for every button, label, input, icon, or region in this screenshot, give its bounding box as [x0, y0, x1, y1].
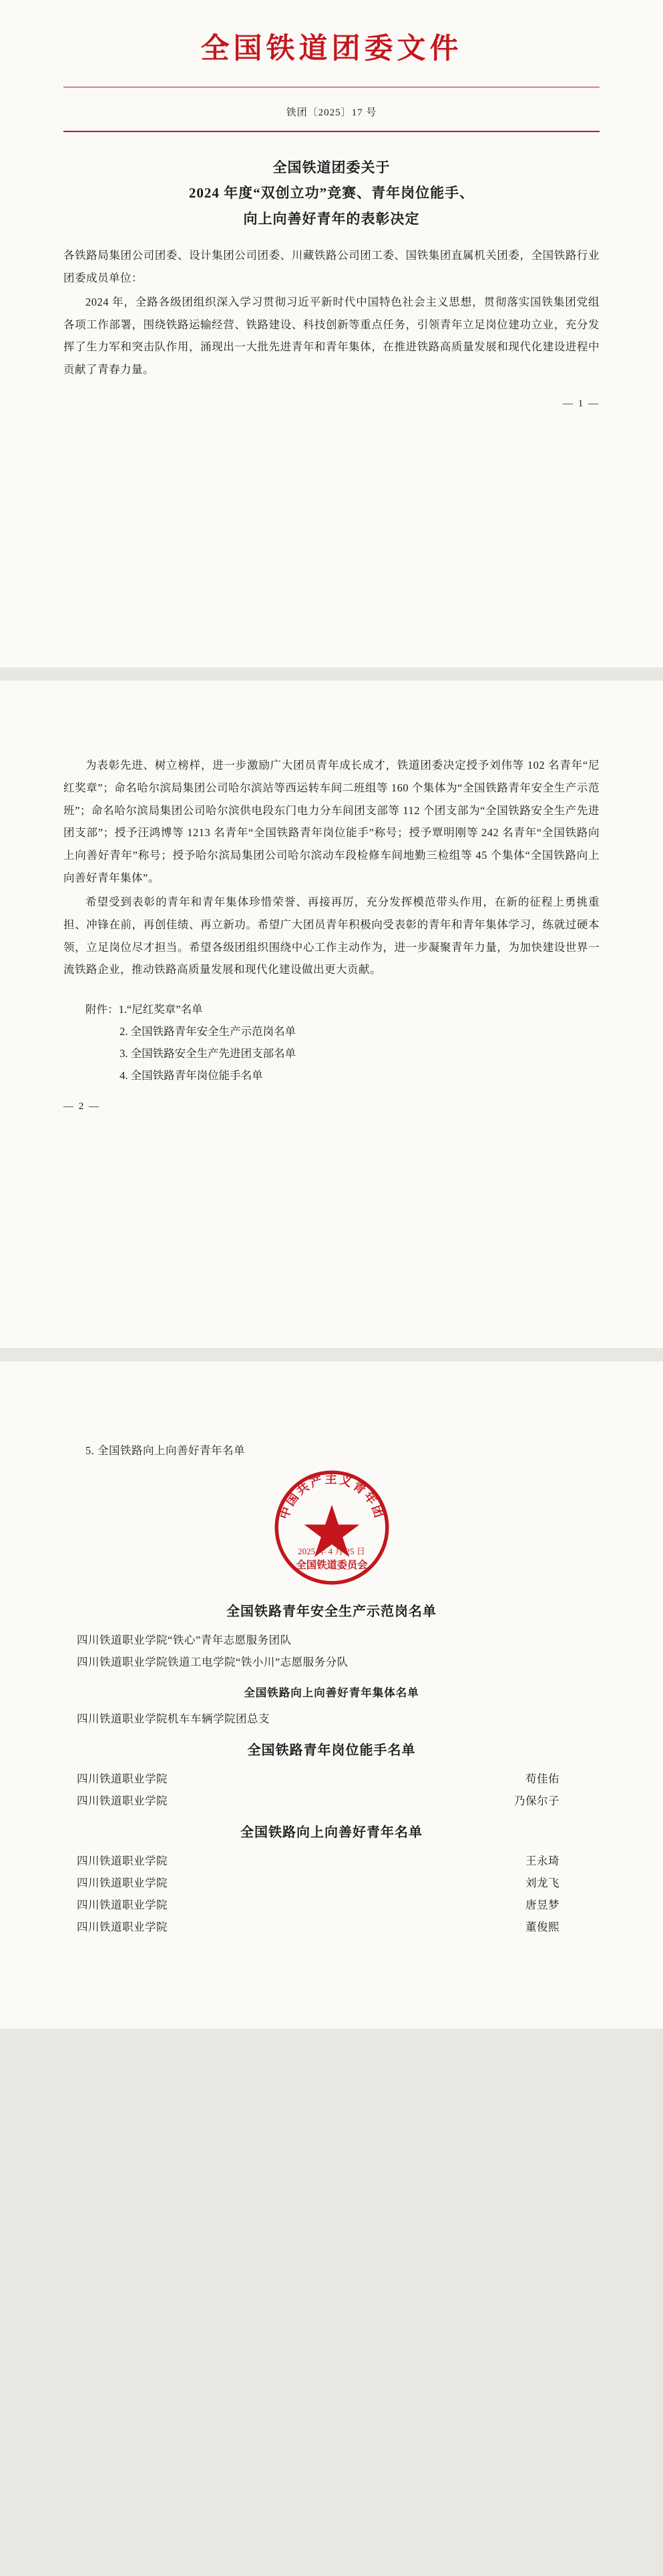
table-row — [63, 1872, 600, 1894]
seal-area — [63, 1464, 600, 1591]
masthead — [63, 0, 600, 87]
list-item-unit: 四川铁道职业学院 — [77, 1795, 168, 1807]
list-item — [63, 1708, 600, 1730]
list-item-name: 董俊熙 — [525, 1921, 560, 1933]
masthead-title: 全国铁道团委文件 — [200, 33, 463, 65]
svg-text:中国共产主义青年团: 中国共产主义青年团 — [276, 1472, 387, 1521]
section-heading-post-expert: 全国铁路青年岗位能手名单 — [247, 1743, 416, 1758]
list-item-unit: 四川铁道职业学院“铁心”青年志愿服务团队 — [77, 1634, 292, 1646]
section-heading-good-youth: 全国铁路向上向善好青年名单 — [240, 1825, 423, 1840]
document-page-2 — [0, 681, 663, 1348]
document-page-3 — [0, 1361, 663, 2029]
red-divider — [63, 131, 600, 132]
paragraph-awards: 为表彰先进、树立榜样，进一步激励广大团员青年成长成才，铁道团委决定授予刘伟等 102 名青年“尼红奖章”；命名哈尔滨局集团公司哈尔滨站等西运转车间二班组等 160 个集体为“全国铁路青年安全生产示范班”；命名哈尔滨局集团公司哈尔滨供电段东门电力分车间团支部等 112 个团支部为“全国铁路安全生产先进团支部”；授予汪鸿博等 1213 名青年“全国铁路青年岗位能手”称号；授予覃明刚等 242 名青年“全国铁路向上向善好青年”称号；授予哈尔滨局集团公司哈尔滨动车段检修车间地勤三检组等 45 个集体“全国铁路向上向善好青年集体”。 — [63, 759, 600, 885]
attachments-block — [63, 998, 600, 1086]
page-gap — [0, 1348, 663, 1361]
table-row — [63, 1790, 600, 1812]
paragraph-intro: 2024 年，全路各级团组织深入学习贯彻习近平新时代中国特色社会主义思想，贯彻落实国铁集团党组各项工作部署，围绕铁路运输经营、铁路建设、科技创新等重点任务，引领青年立足岗位建功立业，充分发挥了生力军和突击队作用，涌现出一大批先进青年和青年集体，在推进铁路高质量发展和现代化建设进程中贡献了青春力量。 — [63, 295, 600, 376]
list-item — [63, 1629, 600, 1651]
list-item-name: 王永琦 — [525, 1855, 560, 1867]
attachment-item-5: 5. 全国铁路向上向善好青年名单 — [85, 1444, 245, 1457]
list-item — [63, 1651, 600, 1673]
attachment-item-1: 1.“尼红奖章”名单 — [118, 1003, 203, 1016]
attachments-label-line — [63, 998, 600, 1020]
seal-date: 2025 年 4 月 25 日 — [298, 1546, 365, 1556]
list-item-name: 唐昱梦 — [525, 1899, 560, 1911]
section-heading-safety-demo: 全国铁路青年安全生产示范岗名单 — [226, 1604, 437, 1619]
document-title-line-3: 向上向善好青年的表彰决定 — [243, 211, 420, 228]
attachment-item-2: 2. 全国铁路青年安全生产示范岗名单 — [120, 1025, 296, 1038]
page-number-1: — 1 — — [563, 398, 600, 409]
table-row — [63, 1916, 600, 1938]
list-item-name: 苟佳佑 — [525, 1773, 560, 1785]
attachment-item-3: 3. 全国铁路安全生产先进团支部名单 — [120, 1047, 296, 1060]
list-item-name: 乃保尔子 — [514, 1795, 560, 1807]
official-seal-icon — [272, 1468, 392, 1588]
list-item-unit: 四川铁道职业学院机车车辆学院团总支 — [77, 1712, 270, 1725]
page-gap — [0, 667, 663, 681]
document-title — [63, 155, 600, 233]
list-item-unit: 四川铁道职业学院 — [77, 1921, 168, 1933]
list-item-unit: 四川铁道职业学院 — [77, 1899, 168, 1911]
list-item-name: 刘龙飞 — [525, 1877, 560, 1889]
list-item-unit: 四川铁道职业学院铁道工电学院“铁小川”志愿服务分队 — [77, 1656, 349, 1668]
list-item-unit: 四川铁道职业学院 — [77, 1773, 168, 1785]
document-number: 铁团〔2025〕17 号 — [286, 107, 377, 118]
attachments-label: 附件： — [85, 1003, 119, 1016]
paragraph-salutation: 各铁路局集团公司团委、设计集团公司团委、川藏铁路公司团工委、国铁集团直属机关团委，全国铁路行业团委成员单位： — [63, 249, 600, 284]
table-row — [63, 1894, 600, 1916]
attachment-item-4: 4. 全国铁路青年岗位能手名单 — [120, 1069, 263, 1082]
list-item-unit: 四川铁道职业学院 — [77, 1855, 168, 1867]
document-page-1 — [0, 0, 663, 667]
page-number-2: — 2 — — [63, 1101, 100, 1112]
table-row — [63, 1768, 600, 1790]
svg-text:全国铁道委员会: 全国铁道委员会 — [296, 1560, 367, 1572]
table-row — [63, 1850, 600, 1872]
list-item-unit: 四川铁道职业学院 — [77, 1877, 168, 1889]
document-title-line-1: 全国铁道团委关于 — [272, 159, 391, 176]
document-title-line-2: 2024 年度“双创立功”竞赛、青年岗位能手、 — [188, 185, 475, 202]
section-heading-good-youth-group: 全国铁路向上向善好青年集体名单 — [244, 1686, 419, 1699]
paragraph-encouragement: 希望受到表彰的青年和青年集体珍惜荣誉、再接再厉，充分发挥模范带头作用，在新的征程上勇挑重担、冲锋在前，再创佳绩、再立新功。希望广大团员青年积极向受表彰的青年和青年集体学习，练就过硬本领，立足岗位尽才担当。希望各级团组织围绕中心工作主动作为，进一步凝聚青年力量，为加快建设世界一流铁路企业，推动铁路高质量发展和现代化建设做出更大贡献。 — [63, 895, 600, 976]
